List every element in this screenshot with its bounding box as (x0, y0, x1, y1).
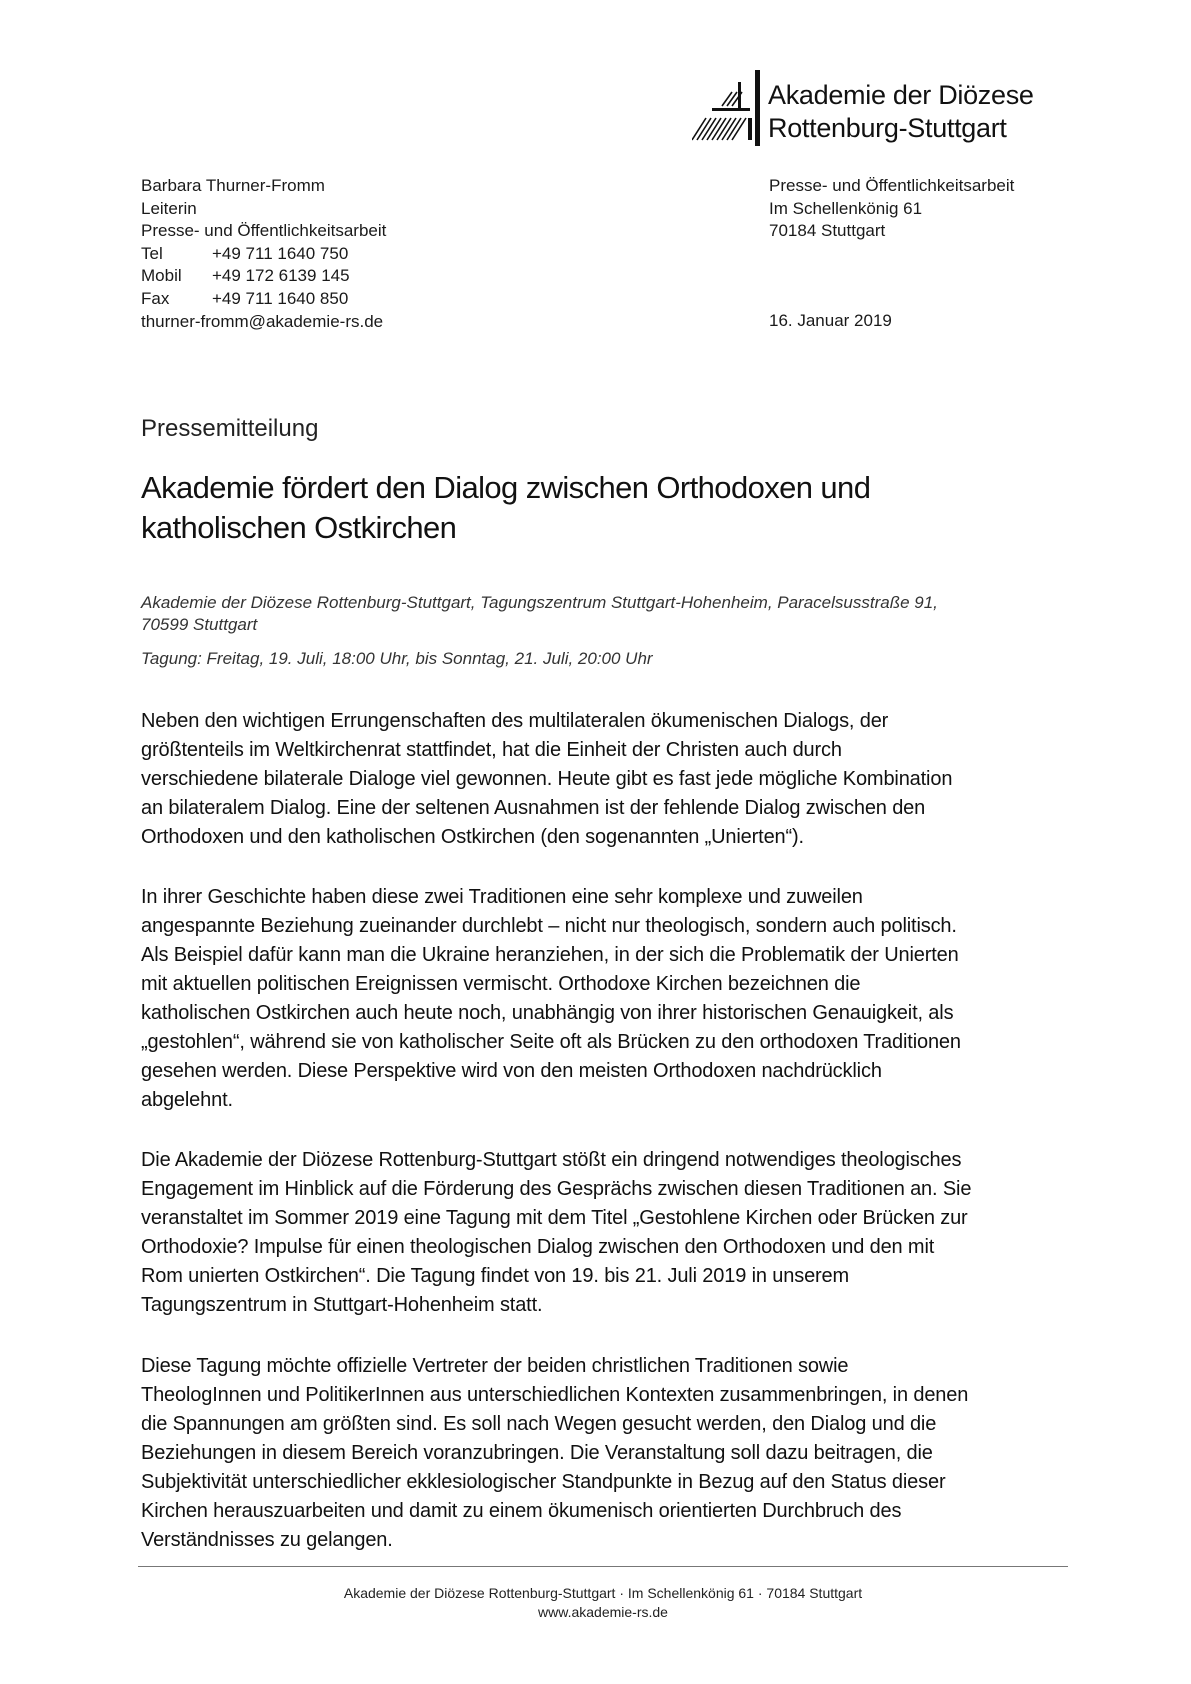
paragraph-line: größtenteils im Weltkirchenrat stattfindet, hat die Einheit der Christen auch durch (141, 739, 842, 761)
paragraph-line: veranstaltet im Sommer 2019 eine Tagung mit dem Titel „Gestohlene Kirchen oder Brücken zur (141, 1207, 968, 1229)
paragraph-line: Verständnisses zu gelangen. (141, 1529, 393, 1551)
paragraph-line: Diese Tagung möchte offizielle Vertreter der beiden christlichen Traditionen sowie (141, 1355, 849, 1377)
contact-row (141, 243, 386, 266)
paragraph-line: Rom unierten Ostkirchen“. Die Tagung findet von 19. bis 21. Juli 2019 in unserem (141, 1265, 850, 1287)
paragraph-line: Als Beispiel dafür kann man die Ukraine heranziehen, in der sich die Problematik der Unierten (141, 944, 959, 966)
paragraph-line: Beziehungen in diesem Bereich voranzubringen. Die Veranstaltung soll dazu beitragen, die (141, 1442, 933, 1464)
paragraph-line: Tagungszentrum in Stuttgart-Hohenheim statt. (141, 1294, 543, 1316)
logo-text-line2: Rottenburg-Stuttgart (768, 113, 1007, 143)
venue-info (141, 592, 1061, 636)
logo-text-line1: Akademie der Diözese (768, 80, 1034, 110)
body-paragraph-4 (141, 1352, 1086, 1555)
office-city: 70184 Stuttgart (769, 221, 886, 241)
paragraph-line: gesehen werden. Diese Perspektive wird von den meisten Orthodoxen nachdrücklich (141, 1060, 882, 1082)
office-street: Im Schellenkönig 61 (769, 198, 923, 218)
sender-name: Barbara Thurner-Fromm (141, 176, 325, 195)
venue-line1: Akademie der Diözese Rottenburg-Stuttgart, Tagungszentrum Stuttgart-Hohenheim, Paracelsusstraße 91, (141, 593, 938, 612)
paragraph-line: Neben den wichtigen Errungenschaften des multilateralen ökumenischen Dialogs, der (141, 710, 889, 732)
paragraph-line: Orthodoxen und den katholischen Ostkirchen (den sogenannten „Unierten“). (141, 826, 804, 848)
headline-line1: Akademie fördert den Dialog zwischen Orthodoxen und (141, 470, 871, 505)
footer-address: Akademie der Diözese Rottenburg-Stuttgart · Im Schellenkönig 61 · 70184 Stuttgart (343, 1585, 863, 1601)
paragraph-line: In ihrer Geschichte haben diese zwei Traditionen eine sehr komplexe und zuweilen (141, 886, 863, 908)
contact-row (141, 265, 386, 288)
paragraph-line: die Spannungen am größten sind. Es soll nach Wegen gesucht werden, den Dialog und die (141, 1413, 937, 1435)
office-department: Presse- und Öffentlichkeitsarbeit (769, 176, 1015, 195)
paragraph-line: Kirchen herauszuarbeiten und damit zu einem ökumenisch orientierten Durchbruch des (141, 1500, 902, 1522)
body-paragraph-3 (141, 1146, 1086, 1320)
event-dates: Tagung: Freitag, 19. Juli, 18:00 Uhr, bis Sonntag, 21. Juli, 20:00 Uhr (141, 649, 653, 668)
office-address (769, 175, 1014, 243)
academy-logo-mark-icon (692, 70, 762, 146)
contact-value[interactable]: +49 172 6139 145 (212, 266, 350, 286)
contact-row (141, 288, 386, 311)
footer-website-link[interactable]: www.akademie-rs.de (538, 1604, 668, 1620)
paragraph-line: Subjektivität unterschiedlicher ekklesiologischer Standpunkte in Bezug auf den Status dieser (141, 1471, 946, 1493)
contact-value[interactable]: +49 711 1640 850 (212, 288, 349, 308)
sender-role: Leiterin (141, 198, 197, 218)
academy-logo (692, 70, 1072, 146)
paragraph-line: angespannte Beziehung zueinander durchlebt – nicht nur theologisch, sondern auch politisch. (141, 915, 957, 937)
paragraph-line: verschiedene bilaterale Dialoge viel gewonnen. Heute gibt es fast jede mögliche Kombination (141, 768, 953, 790)
body-paragraph-2 (141, 883, 1086, 1115)
paragraph-line: an bilateralem Dialog. Eine der seltenen Ausnahmen ist der fehlende Dialog zwischen den (141, 797, 926, 819)
contact-value[interactable]: +49 711 1640 750 (212, 243, 349, 263)
paragraph-line: Engagement im Hinblick auf die Förderung des Gesprächs zwischen diesen Traditionen an. Sie (141, 1178, 972, 1200)
venue-line2: 70599 Stuttgart (141, 615, 258, 634)
paragraph-line: „gestohlen“, während sie von katholischer Seite oft als Brücken zu den orthodoxen Traditionen (141, 1031, 961, 1053)
contact-label: Mobil (141, 266, 182, 286)
sender-department: Presse- und Öffentlichkeitsarbeit (141, 221, 387, 241)
headline-line2: katholischen Ostkirchen (141, 510, 457, 545)
body-paragraph-1 (141, 707, 1086, 852)
paragraph-line: Orthodoxie? Impulse für einen theologischen Dialog zwischen den Orthodoxen und den mit (141, 1236, 935, 1258)
paragraph-line: Die Akademie der Diözese Rottenburg-Stuttgart stößt ein dringend notwendiges theologisches (141, 1149, 962, 1171)
headline (141, 468, 1041, 548)
contact-label: Tel (141, 243, 163, 263)
document-type-label: Pressemitteilung (141, 415, 319, 442)
contact-label: Fax (141, 288, 170, 308)
sender-block (141, 175, 386, 333)
paragraph-line: TheologInnen und PolitikerInnen aus unterschiedlichen Kontexten zusammenbringen, in denen (141, 1384, 969, 1406)
paragraph-line: katholischen Ostkirchen auch heute noch, unabhängig von ihrer historischen Genauigkeit, als (141, 1002, 954, 1024)
paragraph-line: mit aktuellen politischen Ereignissen vermischt. Orthodoxe Kirchen bezeichnen die (141, 973, 861, 995)
paragraph-line: abgelehnt. (141, 1089, 233, 1111)
document-date: 16. Januar 2019 (769, 311, 892, 330)
footer-divider (138, 1566, 1068, 1567)
sender-email-link[interactable]: thurner-fromm@akademie-rs.de (141, 311, 384, 331)
